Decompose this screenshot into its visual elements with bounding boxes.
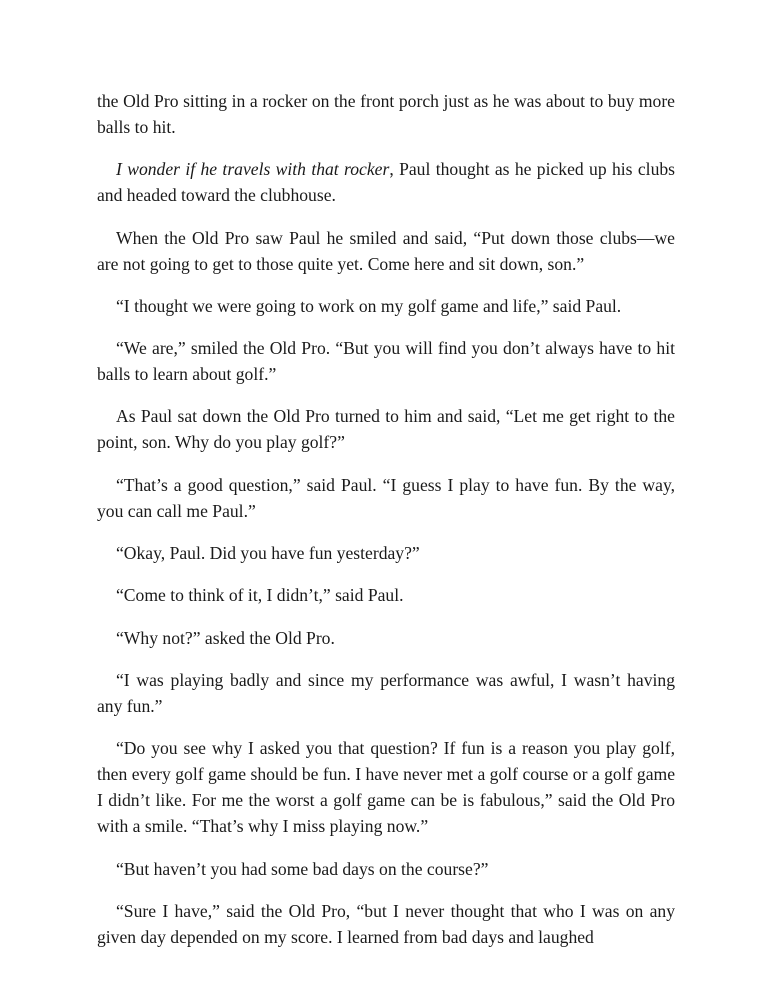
paragraph-text: , Paul thought as he picked up his clubs and headed toward the clubhouse. (97, 159, 676, 206)
paragraph-text: “I was playing badly and since my performance was awful, I wasn’t having any fun.” (97, 669, 675, 716)
paragraph-text: “Sure I have,” said the Old Pro, “but I never thought that who I was on any given day depended on my score. I learned from bad days and laughed (97, 900, 675, 947)
paragraph-text: “Why not?” asked the Old Pro. (116, 627, 335, 648)
paragraph-6 (97, 403, 675, 455)
paragraph-text: “But haven’t you had some bad days on the course?” (116, 858, 489, 879)
paragraph-13 (97, 856, 675, 882)
paragraph-text: “Come to think of it, I didn’t,” said Paul. (116, 585, 404, 606)
paragraph-8 (97, 540, 675, 566)
paragraph-text: As Paul sat down the Old Pro turned to him and said, “Let me get right to the point, son. Why do you play golf?” (97, 406, 675, 453)
paragraph-5 (97, 335, 675, 387)
paragraph-text: “Do you see why I asked you that question? If fun is a reason you play golf, then every golf game should be fun. I have never met a golf course or a golf game I didn’t like. For me the worst a golf game can be is fabulous,” said the Old Pro with a smile. “That’s why I miss playing now.” (97, 738, 675, 837)
paragraph-text: the Old Pro sitting in a rocker on the front porch just as he was about to buy more balls to hit. (97, 91, 675, 137)
paragraph-text: “Okay, Paul. Did you have fun yesterday?” (116, 543, 420, 564)
italic-thought: I wonder if he travels with that rocker (116, 159, 390, 180)
paragraph-9 (97, 582, 675, 608)
paragraph-11 (97, 667, 675, 719)
book-page (97, 88, 675, 950)
paragraph-text: “That’s a good question,” said Paul. “I guess I play to have fun. By the way, you can call me Paul.” (97, 474, 675, 521)
paragraph-text: “We are,” smiled the Old Pro. “But you will find you don’t always have to hit balls to learn about golf.” (97, 338, 675, 385)
paragraph-1 (97, 88, 675, 140)
paragraph-text: “I thought we were going to work on my golf game and life,” said Paul. (116, 295, 622, 316)
paragraph-2 (97, 156, 675, 208)
paragraph-14 (97, 898, 675, 950)
paragraph-4 (97, 293, 675, 319)
paragraph-7 (97, 472, 675, 524)
paragraph-text: When the Old Pro saw Paul he smiled and said, “Put down those clubs—we are not going to get to those quite yet. Come here and sit down, son.” (97, 227, 675, 274)
paragraph-3 (97, 225, 675, 277)
paragraph-12 (97, 735, 675, 839)
paragraph-10 (97, 625, 675, 651)
